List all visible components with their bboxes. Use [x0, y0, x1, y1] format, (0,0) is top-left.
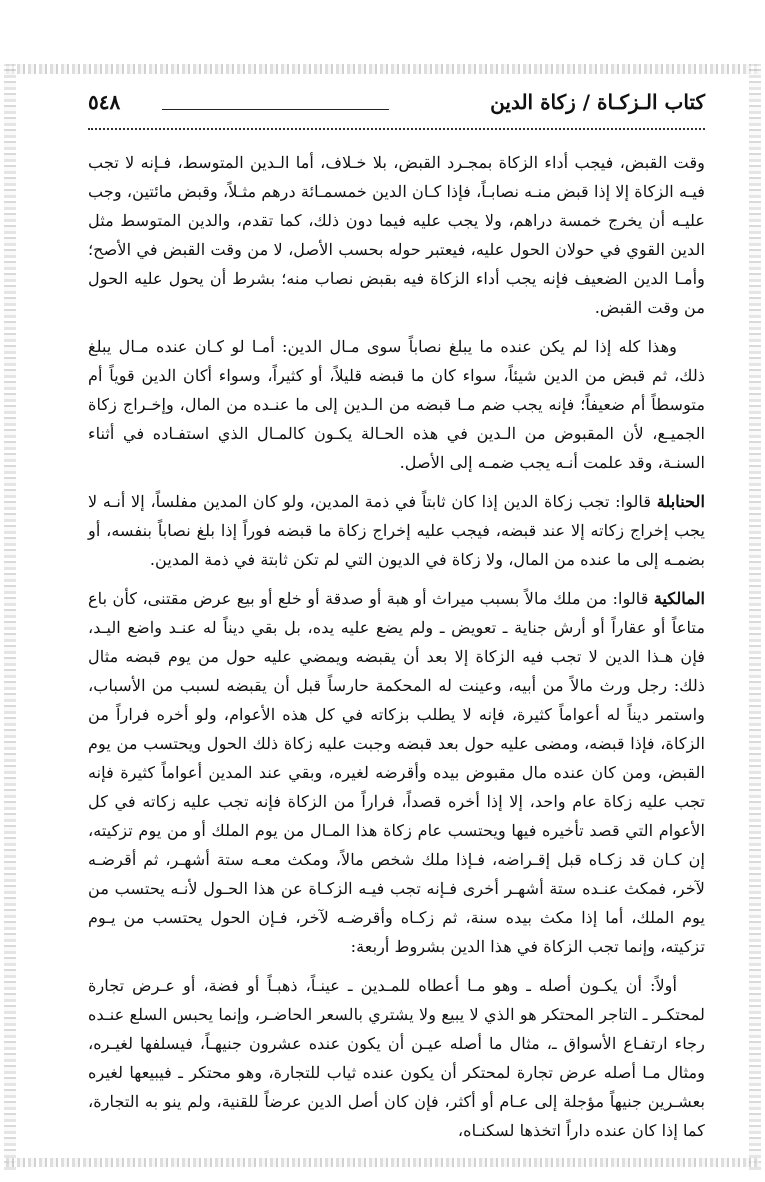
- right-ornament-border: [749, 64, 761, 1170]
- page-number: ٥٤٨: [88, 90, 121, 114]
- running-title: كتاب الـزكـاة / زكاة الدين: [490, 90, 705, 114]
- header-dotted-rule: [88, 128, 705, 130]
- top-ornament-border: [6, 64, 759, 74]
- paragraph-hanabila: الحنابلة قالوا: تجب زكاة الدين إذا كان ثابتاً في ذمة المدين، ولو كان المدين مفلساً، إلا أنـه لا يجب إخراج زكاته إلا عند قبضه، فيجب عليه إخراج زكاة ما قبضه فوراً إذا بلغ نصاباً بنفسه، أو بضمـه إلى ما عنده من المال، ولا زكاة في الديون التي لم تكن ثابتة في ذمة المدين.: [88, 492, 705, 569]
- left-ornament-border: [4, 64, 16, 1170]
- paragraph-2: وهذا كله إذا لم يكن عنده ما يبلغ نصاباً سوى مـال الدين: أمـا لو كـان عنده مـال يبلغ ذلك، ثم قبض من الدين شيئاً، سواء كان ما قبضه قليلاً، أو كثيراً، وسواء أكان الدين قوياً أم متوسطاً أم ضعيفاً؛ فإنه يجب ضم مـا قبضه من الـدين إلى ما عنـده من المال، وإخـراج زكاة الجميـع، لأن المقبوض من الـدين في هذه الحـالة يكـون كالمـال الذي استفـاده في أثناء السنـة، وقد علمت أنـه يجب ضمـه إلى الأصل.: [88, 337, 705, 472]
- school-name-malikiya: المالكية: [653, 589, 705, 608]
- page-header: [88, 90, 705, 120]
- paragraph-1: وقت القبض، فيجب أداء الزكاة بمجـرد القبض، بلا خـلاف، أما الـدين المتوسط، فـإنه لا تجب فيـه الزكاة إلا إذا قبض منـه نصابـاً، فإذا كـان الدين خمسمـائة درهم مثـلاً، وقبض مائتين، وجب عليـه أن يخرج خمسة دراهم، ولا يجب عليه فيما دون ذلك، كما تقدم، والدين المتوسط مثل الدين القوي في حولان الحول عليه، فيعتبر حوله بحسب الأصل، لا من وقت القبض في الأصح؛ وأمـا الدين الضعيف فإنه يجب أداء الزكاة فيه بقبض نصاب منه؛ بشرط أن يحول عليه الحول من وقت القبض.: [88, 153, 705, 317]
- page-body: [88, 148, 705, 1155]
- school-name-hanabila: الحنابلة: [656, 492, 705, 511]
- paragraph-condition-1: أولاً: أن يكـون أصله ـ وهو مـا أعطاه للمـدين ـ عينـاً، ذهبـاً أو فضة، أو عـرض تجارة لمحتكـر ـ التاجر المحتكر هو الذي لا يبيع ولا يشتري بالسعر الحاضـر، وإنما يحبس السلع عنـده رجاء ارتفـاع الأسواق ـ، مثال ما أصله عيـن أن يكون عنده عشرون جنيهـاً، فيسلفها لغيـره، ومثال مـا أصله عرض تجارة لمحتكر أن يكون عنده ثياب للتجارة، وهو محتكر ـ فيبيعها لغيره بعشـرين جنيهاً مؤجلة إلى عـام أو أكثر، فإن كان أصل الدين عرضاً للقنية، ولم ينو به التجارة، كما إذا كان عنده داراً اتخذها لسكنـاه،: [88, 976, 705, 1140]
- header-rule: [162, 109, 389, 110]
- paragraph-malikiya: المالكية قالوا: من ملك مالاً بسبب ميراث أو هبة أو صدقة أو خلع أو بيع عرض مقتنى، كأن باع متاعاً أو عقاراً أو أرش جناية ـ تعويض ـ ولم يضع عليه يده، بل بقي ديناً له عنـد واضع اليـد، فإن هـذا الدين لا تجب فيه الزكاة إلا بعد أن يقبضه ويمضي عليه حول من يوم قبضه مثال ذلك: رجل ورث مالاً من أبيه، وعينت له المحكمة حارساً قبل أن يقبضه لسبب من الأسباب، واستمر ديناً له أعواماً كثيرة، فإنه لا يطلب بزكاته في كل هذه الأعوام، ولو أخره فراراً من الزكاة، فإذا قبضه، ومضى عليه حول بعد قبضه وجبت عليه زكاة ذلك الحول ويحتسب من يوم القبض، ومن كان عنده مال مقبوض بيده وأقرضه لغيره، وبقي عند المدين أعواماً كثيرة فإنه تجب عليه زكاة عام واحد، إلا إذا أخره قصداً، فراراً من الزكاة فإنه تجب عليه زكاته في كل الأعوام التي قصد تأخيره فيها ويحتسب عام زكاة هذا المـال من يوم الملك أو من يوم تزكيته، إن كـان قد زكـاه قبل إقـراضه، فـإذا ملك شخص مالاً، ومكث معـه ستة أشهـر، ثم أقرضـه لآخر، فمكث عنـده ستة أشهـر أخرى فـإنه تجب فيـه الزكـاة عن هذا الحـول لأنـه يحتسب من يوم الملك، أما إذا مكث بيده سنة، ثم زكـاه وأقرضـه لآخر، فـإن الحول يحتسب من يـوم تزكيته، وإنما تجب الزكاة في هذا الدين بشروط أربعة:: [88, 589, 705, 956]
- bottom-ornament-border: [6, 1158, 759, 1167]
